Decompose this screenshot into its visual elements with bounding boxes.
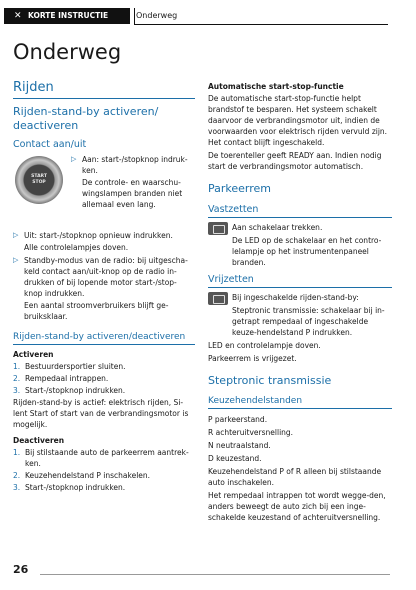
button-label-bottom: STOP xyxy=(32,180,46,185)
list-item: 3. Start-/stopknop indrukken. xyxy=(13,386,126,395)
list-item: ▷ Standby-modus van de radio: bij uitgescha-keld contact aan/uit-knop op de radio in-drukken of bij lopende motor start-/stop-knop indrukken. xyxy=(13,256,188,298)
section-label: Onderweg xyxy=(136,11,178,20)
contact-block xyxy=(13,154,195,228)
vrijzetten-block xyxy=(208,292,392,338)
keuze-line: P parkeerstand. xyxy=(208,415,268,424)
heading-contact: Contact aan/uit xyxy=(13,139,87,150)
keuze-line: D keuzestand. xyxy=(208,454,262,463)
heading-activeren: Activeren xyxy=(13,350,54,359)
paragraph: Het rempedaal intrappen tot wordt wegge-den, anders beweegt de auto zich bij een inge-schakelde keuzestand of achteruitversnelling. xyxy=(208,491,386,522)
heading-steptronic: Steptronic transmissie xyxy=(208,374,332,387)
arrow-icon: ▷ xyxy=(71,155,77,163)
start-stop-button-icon xyxy=(15,156,63,204)
button-label-top: START xyxy=(31,174,47,179)
paragraph: Steptronic transmissie: schakelaar bij in-getrapt rempedaal of ingeschakelde keuze-hendelstand P indrukken. xyxy=(232,306,385,337)
paragraph: Parkeerrem is vrijgezet. xyxy=(208,354,297,363)
heading-keuzehendelstanden: Keuzehendelstanden xyxy=(208,396,392,409)
paragraph: Een aantal stroomverbruikers blijft ge-bruiksklaar. xyxy=(24,301,169,321)
keuze-line: R achteruitversnelling. xyxy=(208,428,294,437)
list-item: 2. Rempedaal intrappen. xyxy=(13,374,109,383)
arrow-icon: ▷ xyxy=(13,256,19,264)
heading-vastzetten: Vastzetten xyxy=(208,204,392,218)
left-column xyxy=(13,80,195,494)
paragraph: LED en controlelampje doven. xyxy=(208,341,321,350)
chapter-tab[interactable] xyxy=(4,8,130,24)
vastzetten-block xyxy=(208,222,392,268)
header-divider xyxy=(134,8,135,24)
paragraph: Keuzehendelstand P of R alleen bij stilstaande auto inschakelen. xyxy=(208,467,382,487)
list-item: 1. Bestuurdersportier sluiten. xyxy=(13,362,126,371)
paragraph: Rijden-stand-by is actief: elektrisch rijden, Si-lent Start of start van de verbrandingsmotor is mogelijk. xyxy=(13,398,189,429)
right-column xyxy=(208,82,392,525)
list-item: 2. Keuzehendelstand P inschakelen. xyxy=(13,471,151,480)
page-header xyxy=(0,8,416,24)
list-item: 3. Start-/stopknop indrukken. xyxy=(13,483,126,492)
paragraph: Bij ingeschakelde rijden-stand-by: xyxy=(232,293,359,302)
paragraph: De automatische start-stop-functie helpt brandstof te besparen. Het systeem schakelt daarvoor de verbrandingsmotor uit, indien de voorwaarden voor elektrisch rijden vervuld zijn. Het contact blijft ingeschakeld. xyxy=(208,94,388,147)
paragraph: De toerenteller geeft READY aan. Indien nodig start de verbrandingsmotor automatisch. xyxy=(208,151,382,171)
page-number: 26 xyxy=(13,563,29,576)
list-item: 1. Bij stilstaande auto de parkeerrem aantrek-ken. xyxy=(13,448,189,468)
heading-parkeerrem: Parkeerrem xyxy=(208,182,272,195)
heading-vrijzetten: Vrijzetten xyxy=(208,274,392,288)
paragraph: De LED op de schakelaar en het contro-lelampje op het instrumentenpaneel branden. xyxy=(232,236,382,267)
list-item: ▷ Uit: start-/stopknop opnieuw indrukken. xyxy=(13,231,173,240)
list-item: ▷ Aan: start-/stopknop indruk-ken. xyxy=(71,155,188,175)
keuze-line: N neutraalstand. xyxy=(208,441,271,450)
paragraph: Aan schakelaar trekken. xyxy=(232,223,323,232)
heading-rijden: Rijden xyxy=(13,80,195,99)
header-rule xyxy=(134,24,388,25)
heading-auto-start-stop: Automatische start-stop-functie xyxy=(208,82,344,91)
page-title: Onderweg xyxy=(13,40,122,64)
tools-icon: ✕ xyxy=(14,11,22,21)
heading-deactiveren: Deactiveren xyxy=(13,436,65,445)
parking-brake-switch-icon xyxy=(208,292,228,305)
paragraph: Alle controlelampjes doven. xyxy=(24,243,129,252)
arrow-icon: ▷ xyxy=(13,231,19,239)
heading-act-deact: Rijden-stand-by activeren/deactiveren xyxy=(13,332,195,345)
heading-standby: Rijden-stand-by activeren/ deactiveren xyxy=(13,105,159,132)
paragraph: De controle- en waarschu-wingslampen branden niet allemaal even lang. xyxy=(82,178,183,209)
parking-brake-switch-icon xyxy=(208,222,228,235)
footer-rule xyxy=(40,574,390,575)
chapter-label: KORTE INSTRUCTIE xyxy=(28,11,109,20)
